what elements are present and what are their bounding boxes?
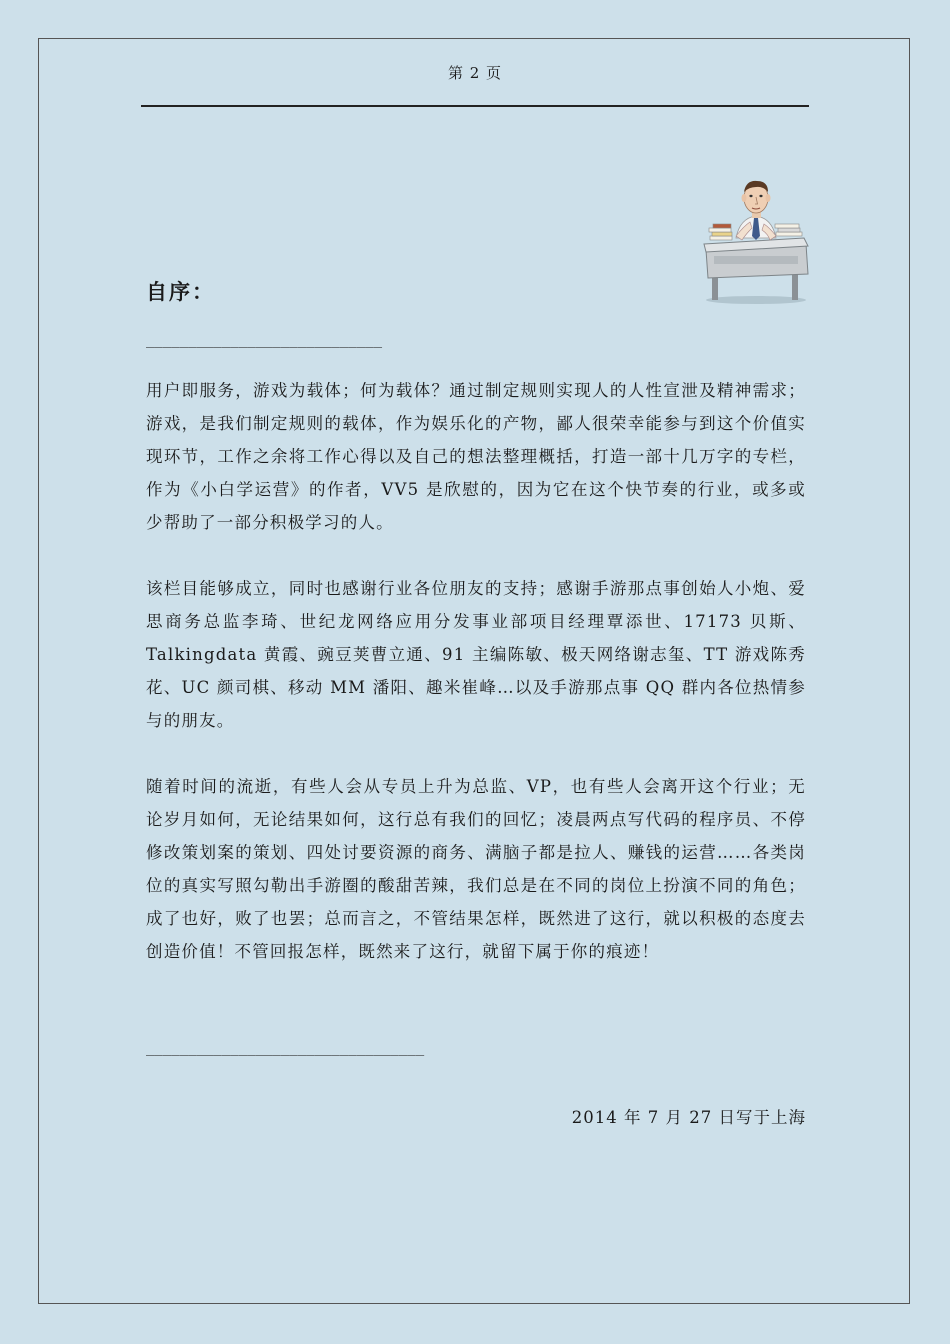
signature-date: 2014 年 7 月 27 日写于上海 — [571, 1108, 806, 1127]
page-number-header: 第 2 页 — [447, 64, 503, 82]
paragraph-reflection: 随着时间的流逝，有些人会从专员上升为总监、VP，也有些人会离开这个行业；无论岁月如何，无论结果如何，这行总有我们的回忆；凌晨两点写代码的程序员、不停修改策划案的策划、四处讨要资源的商务、满脑子都是拉人、赚钱的运营……各类岗位的真实写照勾勒出手游圈的酸甜苦辣，我们总是在不同的岗位上扮演不同的角色；成了也好，败了也罢；总而言之，不管结果怎样，既然进了这行，就以积极的态度去创造价值！不管回报怎样，既然来了这行，就留下属于你的痕迹！ — [146, 777, 806, 961]
header-divider — [141, 105, 809, 107]
closing-divider: _________________________________ — [146, 1040, 425, 1056]
man-at-desk-illustration — [700, 178, 812, 306]
paragraph-intro: 用户即服务，游戏为载体；何为载体？通过制定规则实现人的人性宣泄及精神需求；游戏，是我们制定规则的载体，作为娱乐化的产物，鄙人很荣幸能参与到这个价值实现环节，工作之余将工作心得以及自己的想法整理概括，打造一部十几万字的专栏，作为《小白学运营》的作者，VV5 是欣慰的，因为它在这个快节奏的行业，或多或少帮助了一部分积极学习的人。 — [146, 381, 806, 532]
preface-title: 自序： — [146, 279, 215, 304]
underline-divider: ____________________________ — [146, 332, 383, 348]
paragraph-thanks: 该栏目能够成立，同时也感谢行业各位朋友的支持；感谢手游那点事创始人小炮、爱思商务总监李琦、世纪龙网络应用分发事业部项目经理覃添世、17173 贝斯、Talkingdata 黄霞、豌豆荚曹立通、91 主编陈敏、极天网络谢志玺、TT 游戏陈秀花、UC 颜司棋、移动 MM 潘阳、趣米崔峰…以及手游那点事 QQ 群内各位热情参与的朋友。 — [146, 579, 806, 730]
